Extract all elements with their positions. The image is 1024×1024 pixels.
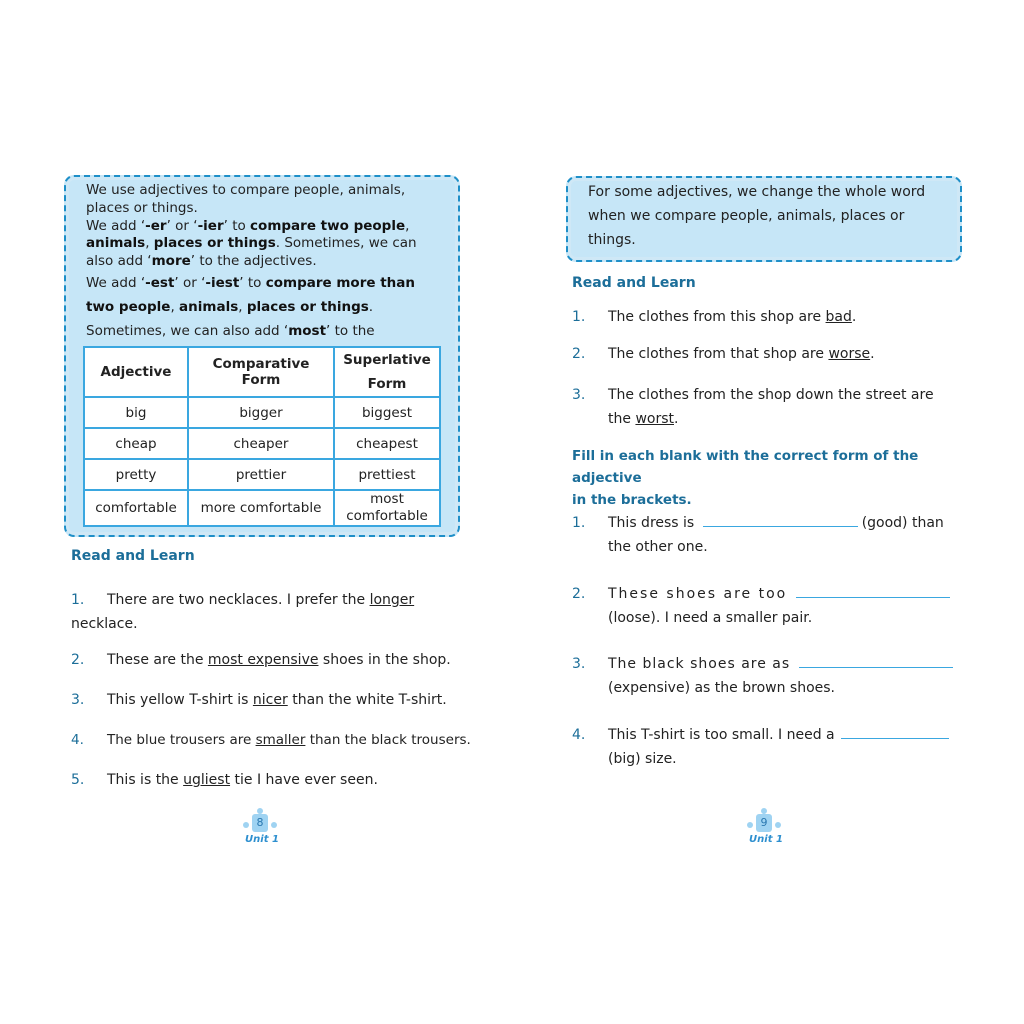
table-cell: prettier	[188, 459, 334, 490]
page-number: 8	[252, 814, 268, 832]
exercise-item: 1. This dress is (good) than the other one.	[572, 515, 944, 555]
table-cell: comfortable	[84, 490, 188, 526]
table-cell: cheaper	[188, 428, 334, 459]
page-number-badge-right	[744, 812, 784, 852]
answer-blank[interactable]	[841, 738, 949, 739]
table-cell: big	[84, 397, 188, 428]
table-row	[84, 397, 440, 428]
left-intro-text	[86, 182, 438, 367]
list-item: 1. The clothes from this shop are bad.	[572, 309, 857, 325]
table-header-cell: Adjective	[84, 347, 188, 397]
table-row	[84, 428, 440, 459]
table-cell: pretty	[84, 459, 188, 490]
table-cell: cheap	[84, 428, 188, 459]
answer-blank[interactable]	[799, 667, 953, 668]
table-row	[84, 490, 440, 526]
exercise-item: 3. The black shoes are as (expensive) as the brown shoes.	[572, 652, 957, 700]
exercise-heading: Fill in each blank with the correct form of the adjective in the brackets.	[572, 448, 919, 508]
table-header-cell: Superlative Form	[334, 347, 440, 397]
intro-line-1: We use adjectives to compare people, animals, places or things.	[86, 182, 406, 216]
right-section-heading: Read and Learn	[572, 275, 696, 291]
table-cell: most comfortable	[334, 490, 440, 526]
table-cell: cheapest	[334, 428, 440, 459]
unit-label: Unit 1	[749, 834, 783, 845]
list-item: 4. The blue trousers are smaller than the black trousers.	[71, 732, 471, 748]
table-row	[84, 459, 440, 490]
answer-blank[interactable]	[796, 597, 950, 598]
intro-line-3: We add ‘-est’ or ‘-iest’ to compare more than two people, animals, places or things. Sometimes, we can also add ‘most’ to the	[86, 274, 415, 339]
table-cell: biggest	[334, 397, 440, 428]
exercise-item: 4. This T-shirt is too small. I need a (big) size.	[572, 723, 957, 771]
table-header-row	[84, 347, 440, 397]
page-number-badge-left	[240, 812, 280, 852]
list-item: 3. The clothes from the shop down the street are the worst.	[572, 387, 934, 427]
intro-line-2: We add ‘-er’ or ‘-ier’ to compare two people, animals, places or things. Sometimes, we can also add ‘more’ to the adjectives.	[86, 217, 417, 270]
list-item: 2. The clothes from that shop are worse.	[572, 346, 875, 362]
answer-blank[interactable]	[703, 526, 858, 527]
table-cell: prettiest	[334, 459, 440, 490]
table-header-cell: Comparative Form	[188, 347, 334, 397]
list-item: 3. This yellow T-shirt is nicer than the white T-shirt.	[71, 692, 447, 708]
unit-label: Unit 1	[245, 834, 279, 845]
table-cell: more comfortable	[188, 490, 334, 526]
list-item: 1. There are two necklaces. I prefer the longer necklace.	[71, 592, 415, 632]
list-item: 5. This is the ugliest tie I have ever seen.	[71, 772, 378, 788]
left-section-heading: Read and Learn	[71, 548, 195, 564]
right-intro-text: For some adjectives, we change the whole word when we compare people, animals, places or things.	[588, 184, 926, 248]
adjective-table	[83, 346, 441, 527]
exercise-item: 2. These shoes are too (loose). I need a smaller pair.	[572, 582, 957, 630]
list-item: 2. These are the most expensive shoes in the shop.	[71, 652, 451, 668]
table-cell: bigger	[188, 397, 334, 428]
page-number: 9	[756, 814, 772, 832]
